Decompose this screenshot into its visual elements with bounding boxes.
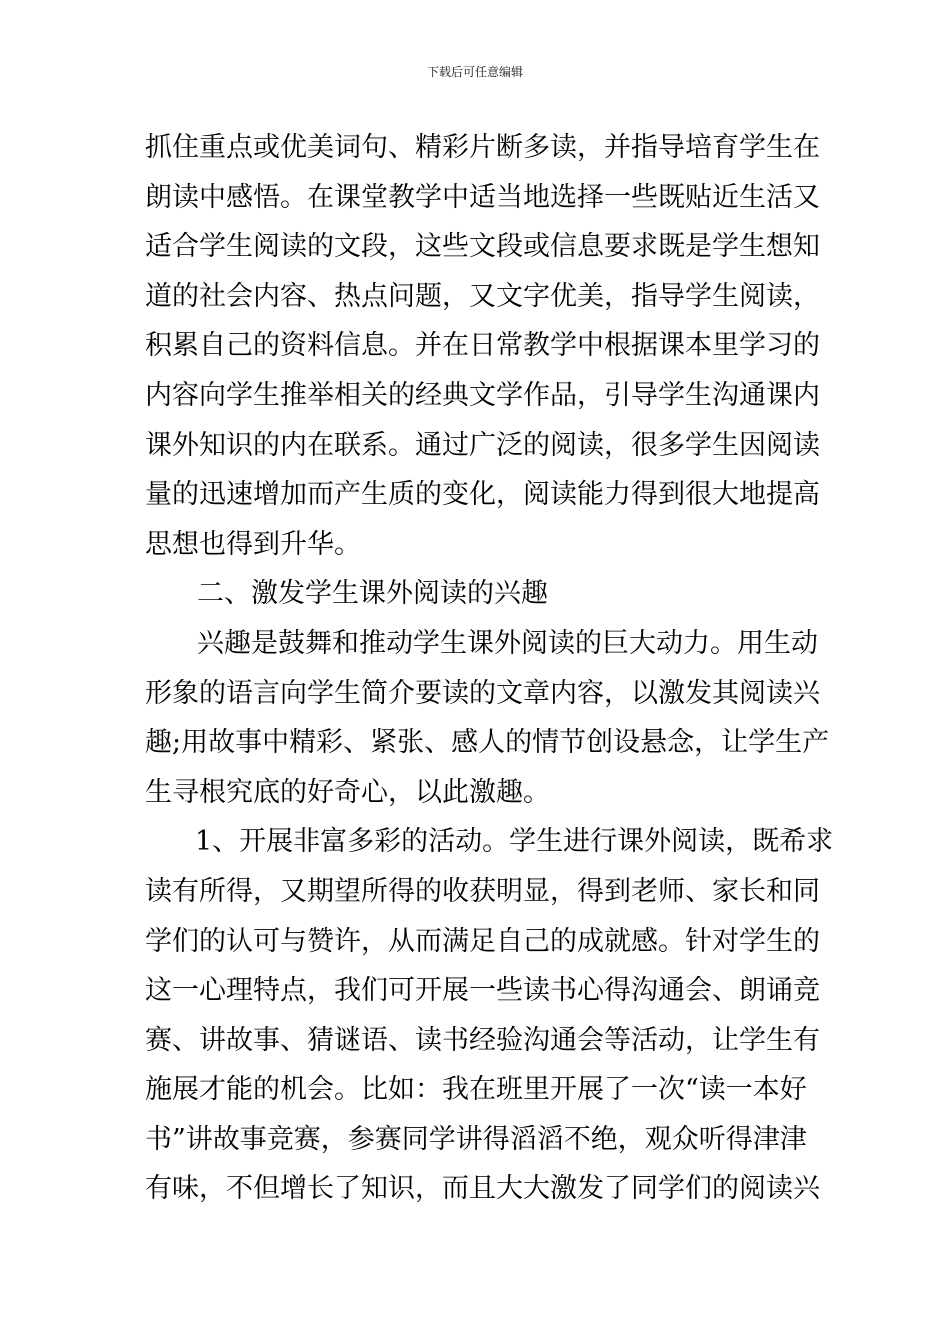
text-line: 适合学生阅读的文段，这些文段或信息要求既是学生想知 (145, 231, 820, 263)
text-line: 有味，不但增长了知识，而且大大激发了同学们的阅读兴 (145, 1173, 820, 1205)
text-line: 趣;用故事中精彩、紧张、感人的情节创设悬念，让学生产 (145, 727, 830, 759)
text-line: 道的社会内容、热点问题，又文字优美，指导学生阅读， (145, 280, 820, 312)
text-line: 抓住重点或优美词句、精彩片断多读，并指导培育学生在 (145, 132, 820, 163)
text-line: 内容向学生推举相关的经典文学作品，引导学生沟通课内 (145, 379, 820, 411)
text-line: 兴趣是鼓舞和推动学生课外阅读的巨大动力。用生动 (197, 627, 818, 659)
section-heading: 二、激发学生课外阅读的兴趣 (197, 578, 548, 610)
text-line: 思想也得到升华。 (145, 528, 361, 560)
text-line: 读有所得，又期望所得的收获明显，得到老师、家长和同 (145, 875, 820, 907)
text-line: 形象的语言向学生简介要读的文章内容，以激发其阅读兴 (145, 677, 820, 709)
body-text (145, 123, 834, 1214)
text-line: 积累自己的资料信息。并在日常教学中根据课本里学习的 (145, 330, 820, 362)
text-line: 1、开展非富多彩的活动。学生进行课外阅读，既希求 (195, 826, 834, 858)
text-line: 量的迅速增加而产生质的变化，阅读能力得到很大地提高 (145, 479, 820, 511)
page-header: 下载后可任意编辑 (426, 65, 523, 79)
text-line: 生寻根究底的好奇心，以此激趣。 (145, 776, 550, 808)
text-line: 书”讲故事竞赛，参赛同学讲得滔滔不绝，观众听得津津 (145, 1123, 807, 1155)
text-line: 赛、讲故事、猜谜语、读书经验沟通会等活动，让学生有 (145, 1024, 820, 1056)
text-line: 这一心理特点，我们可开展一些读书心得沟通会、朗诵竞 (145, 975, 820, 1007)
text-line: 施展才能的机会。比如：我在班里开展了一次“读一本好 (145, 1074, 807, 1106)
text-line: 学们的认可与赞许，从而满足自己的成就感。针对学生的 (145, 925, 820, 957)
text-line: 课外知识的内在联系。通过广泛的阅读，很多学生因阅读 (145, 429, 820, 461)
text-line: 朗读中感悟。在课堂教学中适当地选择一些既贴近生活又 (145, 181, 820, 213)
